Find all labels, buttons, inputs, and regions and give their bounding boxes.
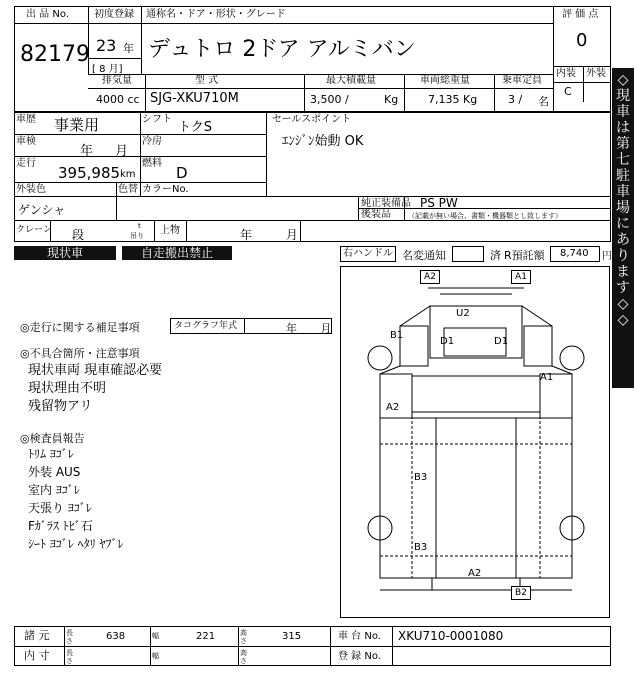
inspector-line: 室内 ﾖｺﾞﾚ	[28, 483, 80, 497]
vehicle-name-label: 通称名・ドア・形状・グレード	[146, 9, 286, 20]
lot-number: 82179	[20, 42, 90, 67]
damage-mark: B2	[511, 586, 531, 600]
recycle-prefix: 済	[490, 249, 501, 262]
damage-mark: U2	[456, 308, 470, 319]
tacho-value: 年 月	[286, 322, 332, 335]
vehicle-name: デュトロ 2ドア アルミバン	[148, 37, 416, 62]
sales-point-label: セールスポイント	[272, 114, 352, 125]
current-car-tag: 現状車	[14, 246, 116, 260]
color: ゲンシャ	[18, 203, 66, 217]
damage-mark: B3	[414, 542, 428, 553]
height-label: 高さ	[240, 629, 247, 645]
max-load: 3,500 /	[310, 93, 349, 106]
self-drive-ban-tag: 自走搬出禁止	[122, 246, 232, 260]
body-date: 年 月	[240, 228, 298, 242]
tacho-label: タコグラフ年式	[174, 321, 238, 331]
grade-label: 評 価 点	[562, 9, 599, 20]
model-label: 型 式	[195, 75, 219, 86]
first-reg-year: 23	[96, 36, 117, 55]
equipment-label: 純正装備品	[361, 198, 411, 209]
recycle-unit: 円	[602, 251, 612, 262]
name-change-label: 名変通知	[402, 249, 446, 262]
inspector-line: 外装 AUS	[28, 465, 81, 479]
gross-weight-label: 車両総重量	[420, 75, 470, 86]
damage-mark: A2	[468, 568, 482, 579]
length-label: 長さ	[66, 629, 73, 645]
color-label: 外装色	[16, 184, 46, 195]
damage-mark: A1	[540, 372, 554, 383]
inspector-line: ｼｰﾄ ﾖｺﾞﾚ ﾍﾀﾘ ﾔﾌﾞﾚ	[28, 537, 124, 551]
inspector-line: Fｶﾞﾗｽ ﾄﾋﾞ石	[28, 519, 93, 533]
reg-no-label: 登 録 No.	[338, 651, 381, 662]
crane-hook: 吊り	[130, 232, 144, 240]
defect-line: 現状車両 現車確認必要	[28, 363, 163, 378]
mileage: 395,985	[58, 164, 121, 182]
ac-label: 冷房	[142, 136, 162, 147]
recycle-label: R預託額	[504, 249, 545, 262]
defect-line: 残留物アリ	[28, 399, 93, 414]
inspection-label: 車検	[16, 136, 36, 147]
defect-line: 現状理由不明	[28, 381, 107, 396]
width: 221	[196, 631, 216, 642]
width-label: 幅	[152, 632, 159, 640]
crane-ton: t	[138, 222, 141, 230]
fuel: D	[176, 164, 188, 182]
chassis-number: XKU710-0001080	[398, 629, 504, 643]
location-notice: ◇ 現 車 は 第 七 駐 車 場 に あ り ま す ◇ ◇	[612, 68, 634, 388]
inner-height-label: 高さ	[240, 649, 247, 665]
max-load-label: 最大積載量	[326, 75, 376, 86]
equipment: PS PW	[420, 196, 458, 210]
history: 事業用	[54, 116, 100, 134]
crane-stage: 段	[72, 228, 85, 242]
damage-mark: D1	[494, 336, 509, 347]
exterior-grade-label: 外装	[586, 68, 606, 79]
name-change-box	[452, 246, 484, 262]
color-no-label: カラーNo.	[142, 184, 189, 195]
color-change-label: 色替	[118, 184, 138, 195]
mileage-unit: km	[120, 169, 136, 180]
displacement-label: 排気量	[102, 75, 132, 86]
first-reg-label: 初度登録	[94, 9, 134, 20]
length: 638	[106, 631, 126, 642]
body-label: 上物	[160, 225, 180, 236]
crane-label: クレーン	[16, 225, 52, 235]
inner-width-label: 幅	[152, 652, 159, 660]
capacity-label: 乗車定員	[502, 75, 542, 86]
shift-label: シフト	[142, 114, 172, 125]
gross-weight: 7,135 Kg	[428, 93, 478, 106]
overall-grade: 0	[576, 30, 588, 51]
damage-mark: A2	[420, 270, 440, 284]
damage-mark: B1	[390, 330, 404, 341]
shift: トクS	[178, 120, 212, 135]
recycle-amount: 8,740	[560, 248, 589, 259]
defects-title: ◎不具合箇所・注意事項	[20, 347, 140, 360]
truck-diagram	[340, 266, 610, 618]
inspector-title: ◎検査員報告	[20, 432, 85, 445]
inspector-line: 天張り ﾖｺﾞﾚ	[28, 501, 92, 515]
aftermarket-label: 後装品	[361, 209, 391, 220]
capacity: 3 /	[508, 93, 523, 106]
capacity-unit: 名	[538, 95, 549, 108]
first-reg-month: [ 8 月]	[92, 64, 123, 75]
mileage-label: 走行	[16, 158, 36, 169]
inner-length-label: 長さ	[66, 649, 73, 665]
inspector-line: ﾄﾘﾑ ﾖｺﾞﾚ	[28, 447, 74, 461]
history-label: 車歴	[16, 114, 36, 125]
right-handle-tag: 右ハンドル	[340, 246, 396, 262]
damage-mark: D1	[440, 336, 455, 347]
max-load-unit: Kg	[384, 93, 399, 106]
damage-mark: B3	[414, 472, 428, 483]
interior-grade: C	[564, 85, 572, 98]
sales-point: ｴﾝｼﾞﾝ始動 OK	[282, 134, 364, 149]
interior-grade-label: 内装	[556, 68, 576, 79]
damage-mark: A1	[511, 270, 531, 284]
inner-dims-label: 内 寸	[24, 649, 50, 662]
inspection: 年 月	[80, 144, 129, 159]
lot-no-label: 出 品 No.	[26, 9, 69, 20]
model: SJG-XKU710M	[150, 91, 239, 106]
year-unit: 年	[123, 42, 134, 55]
height: 315	[282, 631, 302, 642]
chassis-label: 車 台 No.	[338, 631, 381, 642]
dims-label: 諸 元	[24, 629, 50, 642]
fuel-label: 燃料	[142, 158, 162, 169]
aftermarket-note: （記載が無い場合、書類・機器類とし致します）	[408, 212, 562, 220]
driving-notes-title: ◎走行に関する補足事項	[20, 321, 140, 334]
displacement: 4000 cc	[96, 93, 140, 106]
damage-mark: A2	[386, 402, 400, 413]
